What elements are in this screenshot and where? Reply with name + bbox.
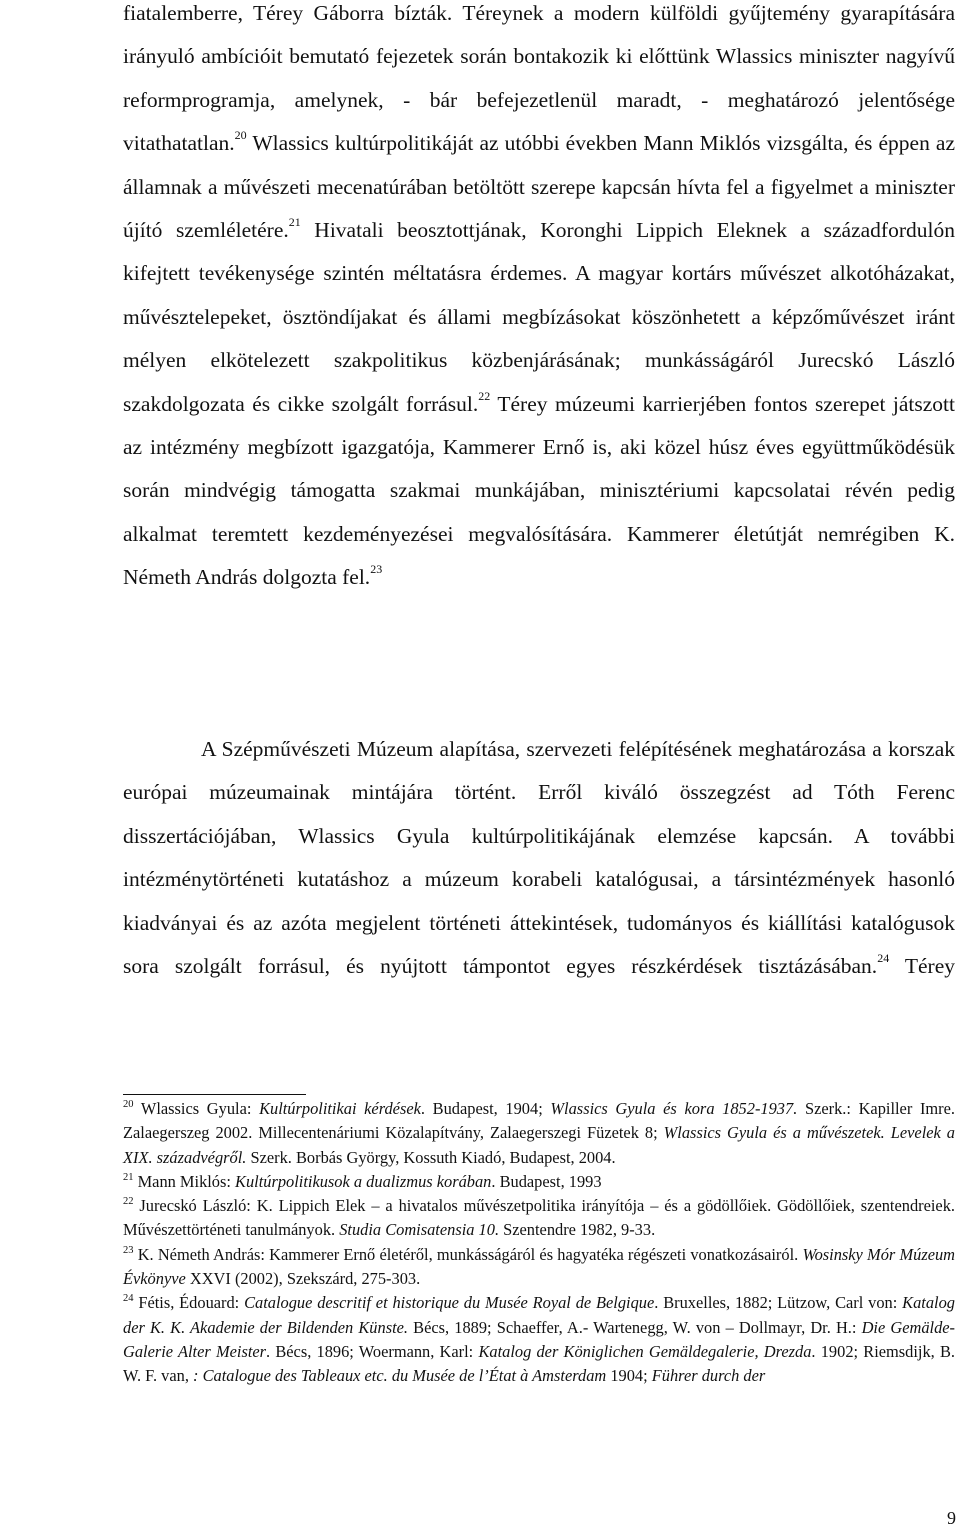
text-run: . Budapest, 1904;	[420, 1099, 551, 1118]
text-run: . Bécs, 1896; Woermann, Karl:	[266, 1341, 479, 1361]
italic-title: Die Gemälde-Galerie Alter Meister	[123, 1317, 956, 1361]
text-run: Jurecskó László: K. Lippich Elek – a hivatalos művészetpolitika irányítója – és a gödöllőiek. Gödöllőiek, szentendreiek. Művészettörténeti tanulmányok.	[123, 1196, 955, 1240]
text-run: . Bruxelles, 1882; Lützow, Carl von:	[654, 1293, 903, 1313]
text-run: Wlassics kultúrpolitikáját az utóbbi években Mann Miklós vizsgálta, és éppen az államnak a művészeti mecenatúrában betöltött szerepe kapcsán hívta fel a figyelmet a miniszter újító szemléletére.	[123, 131, 955, 243]
footnotes	[123, 1097, 955, 1389]
italic-title: Führer durch der	[651, 1366, 766, 1386]
footnote-ref: 21	[123, 1171, 134, 1183]
text-run: . 1902; Riemsdijk, B. W. F. van,	[123, 1341, 955, 1386]
italic-title: Wlassics Gyula és kora 1852-1937.	[550, 1099, 798, 1118]
footnote-22	[123, 1194, 955, 1243]
text-run: Wlassics Gyula:	[133, 1099, 260, 1118]
page-number: 9	[947, 1508, 956, 1528]
text-run: Fétis, Édouard:	[133, 1293, 245, 1313]
body-paragraph-1	[123, 0, 955, 600]
text-run: Mann Miklós:	[133, 1171, 236, 1191]
footnote-ref: 20	[234, 128, 247, 143]
footnote-20	[123, 1097, 955, 1170]
footnote-ref: 24	[877, 951, 890, 966]
footnote-separator	[123, 1094, 306, 1095]
italic-title: Kultúrpolitikusok a dualizmus korában	[235, 1171, 492, 1191]
text-run: Térey múzeumi karrierjében fontos szerepet játszott az intézmény megbízott igazgatója, Kammerer Ernő is, aki közel húsz éves együttműködésük során mindvégig támogatta szakmai munkájában, minisztériumi kapcsolatai révén pedig alkalmat teremtett kezdeményezései megvalósítására. Kammerer életútját nemrégiben K. Németh András dolgozta fel.	[123, 391, 956, 590]
italic-title: Wosinsky Mór Múzeum Évkönyve	[123, 1244, 956, 1289]
footnote-ref: 22	[123, 1196, 134, 1208]
italic-title: Studia Comisatensia 10.	[339, 1220, 500, 1240]
text-run: Szentendre 1982, 9-33.	[499, 1220, 656, 1240]
text-run: Szerk.: Kapiller Imre. Zalaegerszeg 2002. Millecentenáriumi Közalapítvány, Zalaegerszegi Füzetek 8;	[123, 1099, 955, 1143]
text-run: Hivatali beosztottjának, Koronghi Lippich Eleknek a századfordulón kifejtett tevékenysége szintén méltatásra érdemes. A magyar kortárs művészet alkotóházakat, művésztelepeket, ösztöndíjakat és állami megbízásokat köszönhetett a képzőművészet iránt mélyen elkötelezett szakpolitikus közbenjárásának; munkásságáról Jurecskó László szakdolgozata és cikke szolgált forrásul.	[123, 218, 955, 416]
footnote-ref: 23	[370, 562, 383, 577]
italic-title: Katalog der Königlichen Gemäldegalerie, Drezda	[478, 1341, 812, 1361]
italic-title: : Catalogue des Tableaux etc. du Musée de l’État à Amsterdam	[193, 1366, 607, 1386]
footnote-ref: 21	[288, 215, 301, 230]
body-paragraph-2	[123, 728, 955, 988]
text-run: 1904;	[606, 1366, 652, 1386]
text-run: Térey	[889, 954, 955, 979]
italic-title: Kultúrpolitikai kérdések	[259, 1099, 421, 1118]
footnote-ref: 24	[123, 1293, 134, 1305]
text-run: fiatalemberre, Térey Gáborra bízták. Téreynek a modern külföldi gyűjtemény gyarapítására irányuló ambícióit bemutató fejezetek során bontakozik ki előttünk Wlassics miniszter nagyívű reformprogramja, amelynek, - bár befejezetlenül maradt, - meghatározó jelentősége vitathatatlan.	[123, 1, 955, 156]
footnote-21	[123, 1170, 955, 1194]
text-run: Bécs, 1889; Schaeffer, A.- Wartenegg, W. von – Dollmayr, Dr. H.:	[408, 1317, 862, 1337]
text-run: XXVI (2002), Szekszárd, 275-303.	[185, 1269, 421, 1289]
footnote-24	[123, 1291, 955, 1388]
footnote-ref: 22	[478, 388, 491, 403]
text-run: K. Németh András: Kammerer Ernő életéről, munkásságáról és hagyatéka régészeti vonatkozásairól.	[133, 1244, 803, 1264]
footnote-23	[123, 1243, 955, 1292]
footnote-ref: 20	[123, 1099, 134, 1110]
text-run: . Budapest, 1993	[491, 1171, 602, 1191]
footnote-ref: 23	[123, 1244, 134, 1256]
text-run: Szerk. Borbás György, Kossuth Kiadó, Budapest, 2004.	[246, 1147, 616, 1167]
italic-title: Katalog der K. K. Akademie der Bildenden Künste.	[123, 1293, 955, 1337]
italic-title: Catalogue descritif et historique du Musée Royal de Belgique	[244, 1293, 655, 1313]
text-run: A Szépművészeti Múzeum alapítása, szervezeti felépítésének meghatározása a korszak európai múzeumainak mintájára történt. Erről kiváló összegzést ad Tóth Ferenc disszertációjában, Wlassics Gyula kultúrpolitikájának elemzése kapcsán. A további intézménytörténeti kutatáshoz a múzeum korabeli katalógusai, a társintézmények hasonló kiadványai és az azóta megjelent történeti áttekintések, tudományos és kiállítási katalógusok sora szolgált forrásul, és nyújtott támpontot egyes részkérdések tisztázásában.	[123, 737, 955, 979]
italic-title: Wlassics Gyula és a művészetek. Levelek a XIX. századvégről.	[123, 1123, 955, 1167]
